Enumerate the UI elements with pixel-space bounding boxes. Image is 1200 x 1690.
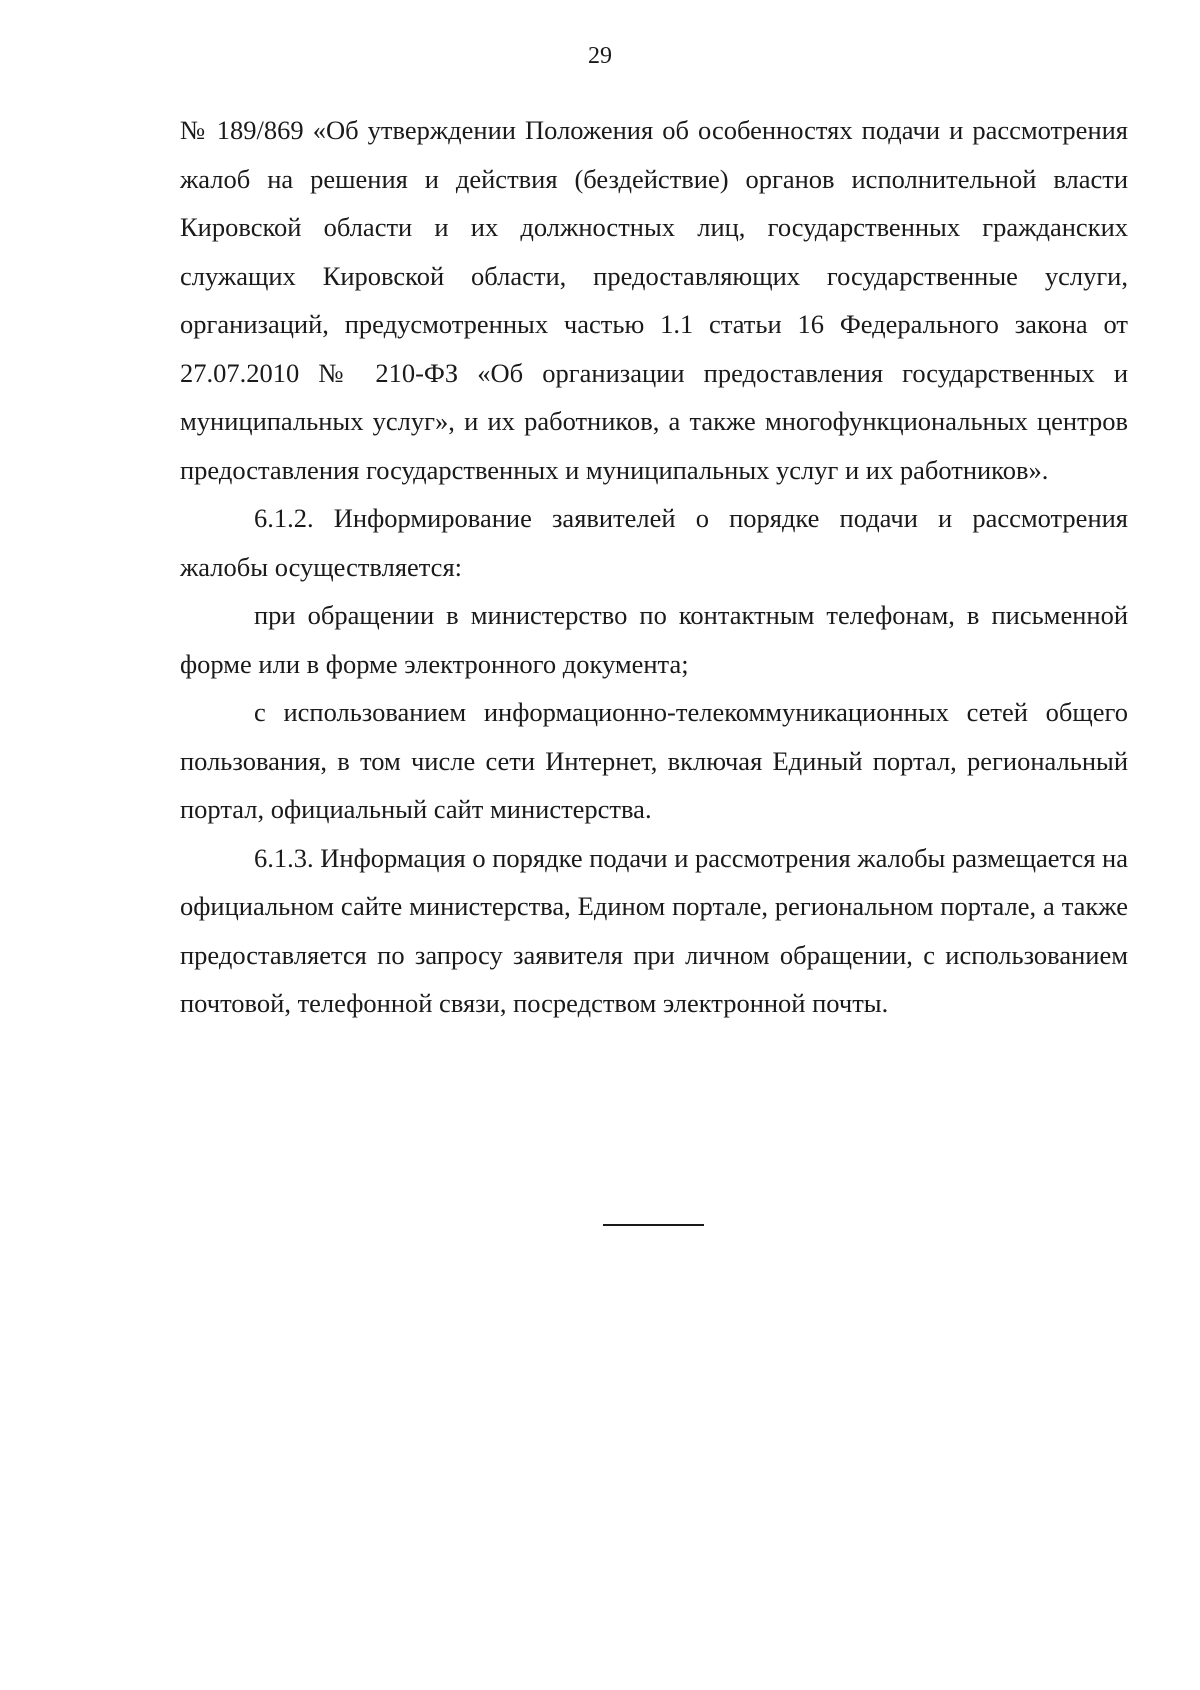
paragraph-regulation-reference: № 189/869 «Об утверждении Положения об особенностях подачи и рассмотрения жалоб на решения и действия (бездействие) органов исполнительной власти Кировской области и их должностных лиц, государственных гражданских служащих Кировской области, предоставляющих государственные услуги, организаций, предусмотренных частью 1.1 статьи 16 Федерального закона от 27.07.2010 № 210-ФЗ «Об организации предоставления государственных и муниципальных услуг», и их работников, а также многофункциональных центров предоставления государственных и муниципальных услуг и их работников». [180,115,1128,485]
paragraph-6-1-2: 6.1.2. Информирование заявителей о порядке подачи и рассмотрения жалобы осуществляется: [180,503,1128,582]
paragraph-contact-methods: при обращении в министерство по контактным телефонам, в письменной форме или в форме электронного документа; [180,600,1128,679]
page-number: 29 [588,43,612,69]
paragraph-6-1-3: 6.1.3. Информация о порядке подачи и рассмотрения жалобы размещается на официальном сайте министерства, Едином портале, региональном портале, а также предоставляется по запросу заявителя при личном обращении, с использованием почтовой, телефонной связи, посредством электронной почты. [180,842,1128,1018]
end-of-document-rule [603,1224,704,1226]
document-body [180,106,1128,1028]
paragraph-internet-methods: с использованием информационно-телекоммуникационных сетей общего пользования, в том числе сети Интернет, включая Единый портал, региональный портал, официальный сайт министерства. [180,697,1128,824]
